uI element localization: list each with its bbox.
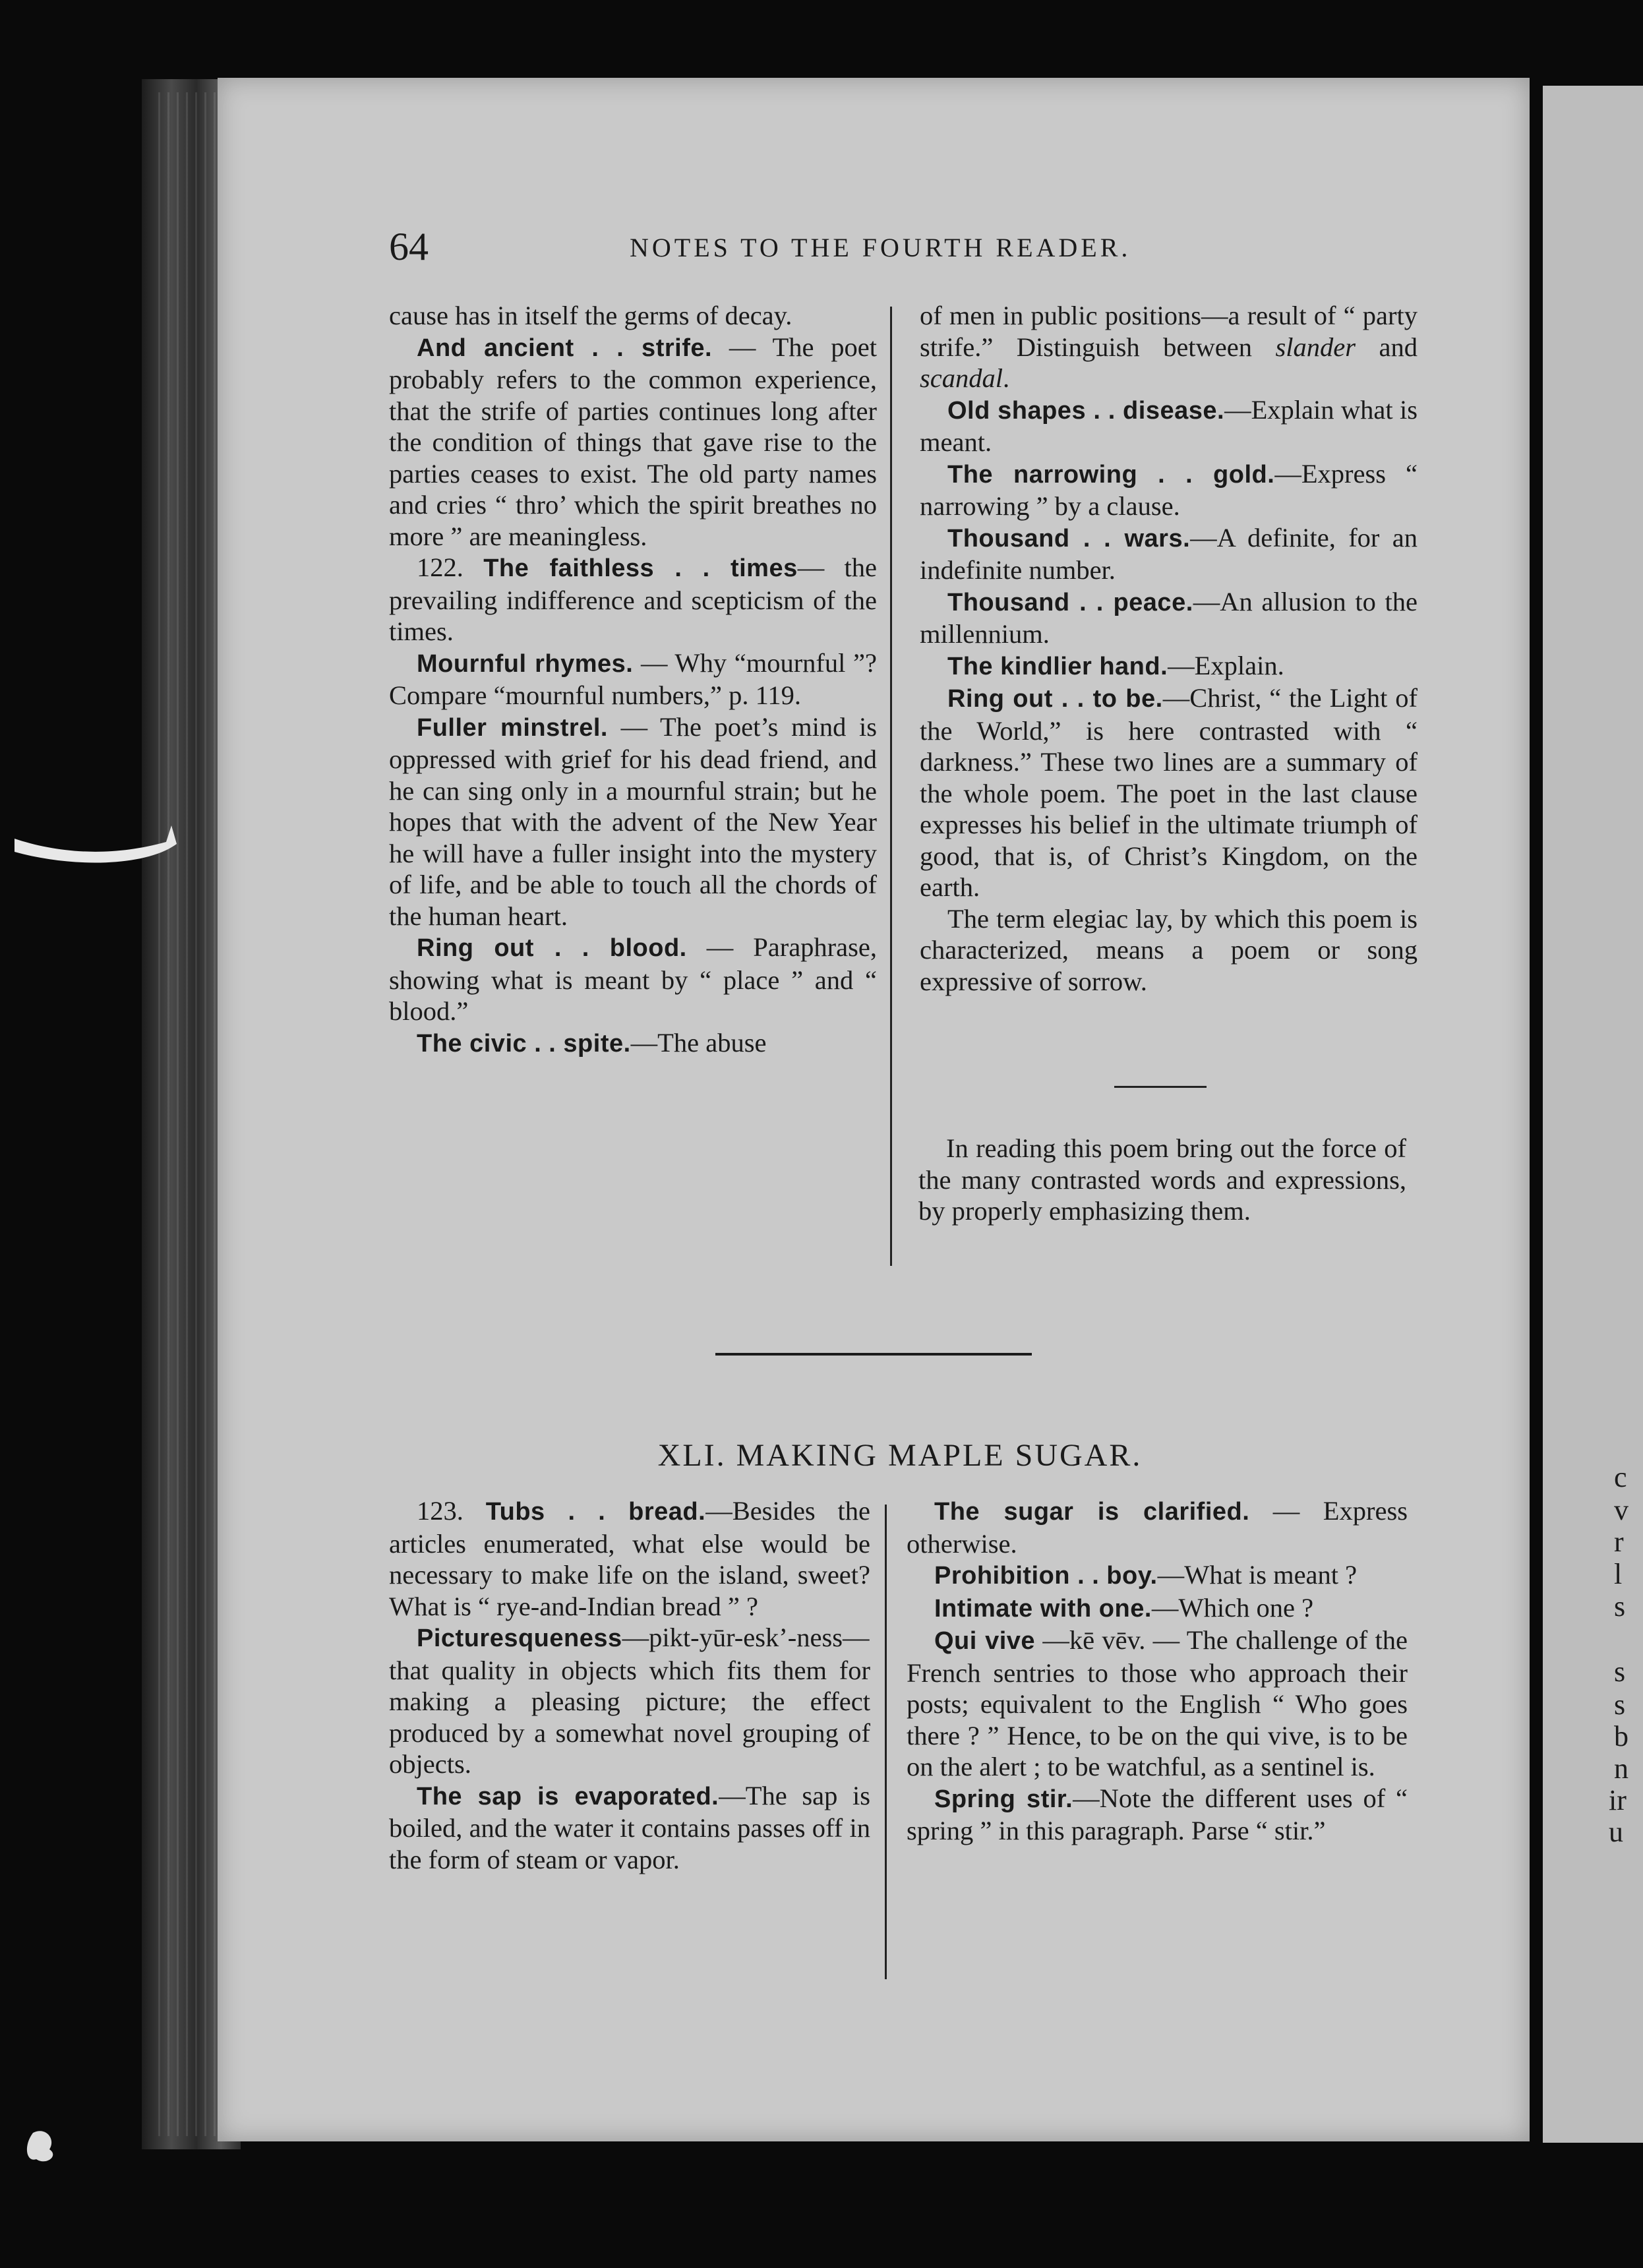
note-paragraph	[907, 1625, 1408, 1783]
next-page-char: r	[1614, 1526, 1624, 1558]
note-lemma: Mournful rhymes.	[417, 649, 634, 678]
note-text: —pikt-yūr-esk’-ness—that quality in objects which fits them for making a pleasing picture; the effect produced by a somewhat novel grouping of objects.	[389, 1623, 870, 1779]
note-italic: scandal	[920, 363, 1003, 393]
note-number: 123.	[417, 1496, 463, 1526]
note-lemma: Fuller minstrel.	[417, 713, 608, 742]
note-text: —Note the different uses of “ spring ” in this paragraph. Parse “ stir.”	[907, 1783, 1408, 1845]
note-text: —Express “ narrowing ” by a clause.	[920, 458, 1418, 521]
note-paragraph	[389, 552, 877, 647]
note-paragraph	[920, 522, 1418, 586]
note-paragraph	[920, 300, 1418, 394]
note-paragraph	[907, 1495, 1408, 1559]
note-lemma: And ancient . . strife.	[417, 334, 713, 362]
note-text: — Why “mournful ”? Compare “mournful numbers,” p. 119.	[389, 647, 878, 710]
note-paragraph	[389, 647, 877, 711]
note-lemma: Thousand . . peace.	[947, 588, 1193, 616]
running-title: NOTES TO THE FOURTH READER.	[630, 233, 1131, 262]
note-lemma: The narrowing . . gold.	[947, 460, 1275, 489]
note-lemma: Thousand . . wars.	[947, 524, 1191, 552]
note-lemma: Intimate with one.	[934, 1594, 1152, 1623]
notes-column-bottom-left	[389, 1495, 870, 1875]
note-paragraph	[389, 1622, 870, 1780]
note-paragraph	[389, 1495, 870, 1622]
note-paragraph	[389, 300, 877, 332]
note-text: —Besides the articles enumerated, what else would be necessary to make life on the island, sweet? What is “ rye-and-Indian bread ” ?	[389, 1496, 871, 1621]
notes-column-top-right	[920, 300, 1418, 997]
closing-note	[918, 1133, 1406, 1227]
note-paragraph	[920, 903, 1418, 998]
section-title: XLI. MAKING MAPLE SUGAR.	[657, 1438, 1143, 1473]
note-paragraph	[389, 332, 877, 552]
note-text: — Paraphrase, showing what is meant by “ place ” and “ blood.”	[389, 932, 878, 1026]
next-page-char: n	[1614, 1752, 1628, 1785]
next-page-char: ir	[1609, 1784, 1627, 1816]
next-page-char: b	[1614, 1720, 1628, 1752]
note-paragraph	[920, 586, 1418, 650]
running-head	[389, 224, 1411, 277]
section-divider	[715, 1353, 1032, 1356]
note-text: —The sap is boiled, and the water it contains passes off in the form of steam or vapor.	[389, 1780, 870, 1874]
note-lemma: Ring out . . to be.	[947, 685, 1163, 713]
note-text: —kē vēv. — The challenge of the French sentries to those who approach their posts; equivalent to the English “ Who goes there ? ” Hence, to be on the qui vive, is to be on the alert ; to be watchful, as a sentinel is.	[907, 1625, 1408, 1781]
note-paragraph	[389, 1780, 870, 1876]
note-paragraph	[907, 1783, 1408, 1847]
column-rule	[890, 307, 892, 1266]
note-lemma: Prohibition . . boy.	[934, 1562, 1158, 1590]
note-text: and	[1356, 332, 1418, 362]
column-rule	[885, 1505, 887, 1979]
next-page-char: c	[1614, 1461, 1627, 1493]
note-lemma: Tubs . . bread.	[485, 1498, 706, 1526]
next-page-edge	[1543, 86, 1643, 2143]
note-text: — the prevailing indifference and scepticism of the times.	[389, 552, 878, 646]
note-text: —Which one ?	[1151, 1592, 1314, 1623]
note-lemma: The kindlier hand.	[947, 652, 1168, 680]
closing-note-text: In reading this poem bring out the force of the many contrasted words and expressions, by properly emphasizing them.	[918, 1133, 1406, 1226]
note-paragraph	[920, 394, 1418, 458]
note-paragraph	[920, 458, 1418, 522]
note-text: — The poet’s mind is oppressed with grief for his dead friend, and he can sing only in a mournful strain; but he hopes that with the advent of the New Year he will have a fuller insight into the mystery of life, and be able to touch all the chords of the human heart.	[389, 711, 878, 931]
note-text: —An allusion to the millennium.	[920, 586, 1418, 649]
note-text: .	[1003, 363, 1010, 393]
note-paragraph	[920, 682, 1418, 903]
next-page-char: l	[1614, 1558, 1623, 1590]
next-page-char: s	[1614, 1688, 1626, 1721]
note-text: —Explain what is meant.	[920, 394, 1418, 457]
notes-column-bottom-right	[907, 1495, 1408, 1847]
note-paragraph	[907, 1592, 1408, 1625]
next-page-char: s	[1614, 1656, 1626, 1688]
note-text: —A definite, for an indefinite number.	[920, 522, 1418, 585]
note-lemma: Ring out . . blood.	[417, 934, 687, 962]
short-rule	[1114, 1086, 1207, 1088]
note-lemma: The civic . . spite.	[417, 1029, 631, 1058]
page-number: 64	[389, 225, 429, 268]
note-lemma: Old shapes . . disease.	[947, 396, 1225, 425]
note-lemma: Qui vive	[934, 1627, 1036, 1655]
note-lemma: The sap is evaporated.	[417, 1782, 719, 1810]
note-lemma: The sugar is clarified.	[934, 1498, 1250, 1526]
note-text: of men in public positions—a result of “ party strife.” Distinguish between	[920, 301, 1418, 362]
note-paragraph	[907, 1559, 1408, 1592]
note-paragraph	[920, 650, 1418, 683]
note-text: — Express otherwise.	[907, 1496, 1408, 1559]
scan-speck-icon	[20, 2126, 66, 2172]
note-text: —Christ, “ the Light of the World,” is here contrasted with “ darkness.” These two lines are a summary of the whole poem. The poet in the last clause expresses his belief in the ultimate triumph of good, that is, of Christ’s Kingdom, on the earth.	[920, 683, 1418, 902]
note-italic: slander	[1275, 332, 1356, 362]
note-lemma: Picturesqueness	[417, 1625, 622, 1652]
note-text: —The abuse	[630, 1027, 767, 1058]
note-text: cause has in itself the germs of decay.	[389, 301, 792, 330]
page-tab-mark	[15, 812, 186, 872]
note-paragraph	[389, 711, 877, 932]
notes-column-top-left	[389, 300, 877, 1059]
note-paragraph	[389, 932, 877, 1027]
next-page-char: v	[1614, 1494, 1628, 1526]
note-paragraph	[389, 1027, 877, 1060]
note-text: The term elegiac lay, by which this poem is characterized, means a poem or song expressive of sorrow.	[920, 903, 1418, 996]
next-page-char: s	[1614, 1590, 1626, 1623]
note-text: —Explain.	[1168, 650, 1284, 680]
note-lemma: Spring stir.	[934, 1785, 1073, 1813]
next-page-char: u	[1609, 1816, 1623, 1848]
note-number: 122.	[417, 552, 463, 582]
note-text: — The poet probably refers to the common experience, that the strife of parties continues long after the condition of things that gave rise to the parties ceases to exist. The old party names and cries “ thro’ which the spirit breathes no more ” are meaningless.	[389, 332, 877, 551]
note-text: —What is meant ?	[1157, 1560, 1358, 1590]
note-lemma: The faithless . . times	[483, 554, 798, 582]
